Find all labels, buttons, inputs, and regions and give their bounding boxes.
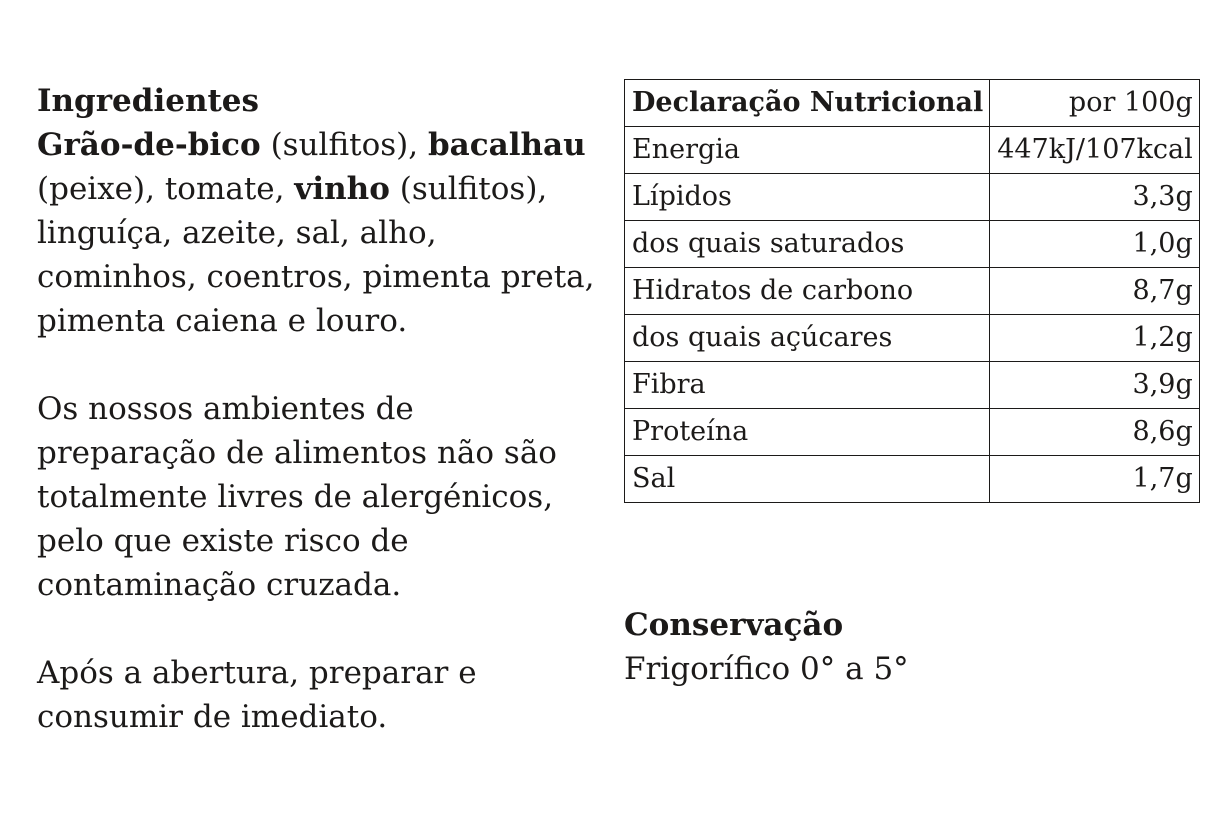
table-row: [625, 221, 1200, 268]
nutrient-value: 1,7g: [990, 456, 1200, 503]
nutrition-header-value: por 100g: [990, 80, 1200, 127]
ingredients-text: [37, 123, 597, 343]
table-row: [625, 409, 1200, 456]
nutrition-table: [624, 79, 1200, 503]
nutrient-label: dos quais saturados: [625, 221, 990, 268]
nutrient-value: 8,7g: [990, 268, 1200, 315]
nutrient-value: 3,9g: [990, 362, 1200, 409]
ingredient-chickpea: Grão-de-bico: [37, 127, 261, 163]
conservation-section: [624, 603, 909, 691]
nutrition-header-label: Declaração Nutricional: [625, 80, 990, 127]
nutrient-label: Proteína: [625, 409, 990, 456]
ingredient-text-3: (sulfitos), linguíça, azeite, sal, alho, cominhos, coentros, pimenta preta, pimenta caiena e louro.: [37, 171, 595, 339]
conservation-text: Frigorífico 0° a 5°: [624, 651, 909, 687]
table-row: [625, 456, 1200, 503]
nutrient-value: 3,3g: [990, 174, 1200, 221]
ingredient-text-1: (sulfitos),: [260, 127, 428, 163]
table-row: [625, 174, 1200, 221]
ingredient-text-2: (peixe), tomate,: [37, 171, 295, 207]
ingredient-cod: bacalhau: [427, 127, 586, 163]
nutrient-label: Hidratos de carbono: [625, 268, 990, 315]
table-row: [625, 362, 1200, 409]
allergen-notice: Os nossos ambientes de preparação de alimentos não são totalmente livres de alergénicos, pelo que existe risco de contaminação cruzada.: [37, 391, 557, 603]
table-row: [625, 315, 1200, 362]
ingredient-wine: vinho: [294, 171, 390, 207]
nutrient-label: Sal: [625, 456, 990, 503]
conservation-title: Conservação: [624, 607, 844, 643]
nutrient-label: Fibra: [625, 362, 990, 409]
table-row: [625, 127, 1200, 174]
nutrient-value: 447kJ/107kcal: [990, 127, 1200, 174]
left-column: [37, 79, 597, 739]
nutrient-value: 1,0g: [990, 221, 1200, 268]
nutrient-label: Lípidos: [625, 174, 990, 221]
table-row: [625, 268, 1200, 315]
nutrient-label: Energia: [625, 127, 990, 174]
nutrition-header-row: [625, 80, 1200, 127]
nutrient-value: 8,6g: [990, 409, 1200, 456]
nutrient-value: 1,2g: [990, 315, 1200, 362]
nutrient-label: dos quais açúcares: [625, 315, 990, 362]
ingredients-title: Ingredientes: [37, 83, 259, 119]
after-opening-note: Após a abertura, preparar e consumir de imediato.: [37, 655, 477, 735]
